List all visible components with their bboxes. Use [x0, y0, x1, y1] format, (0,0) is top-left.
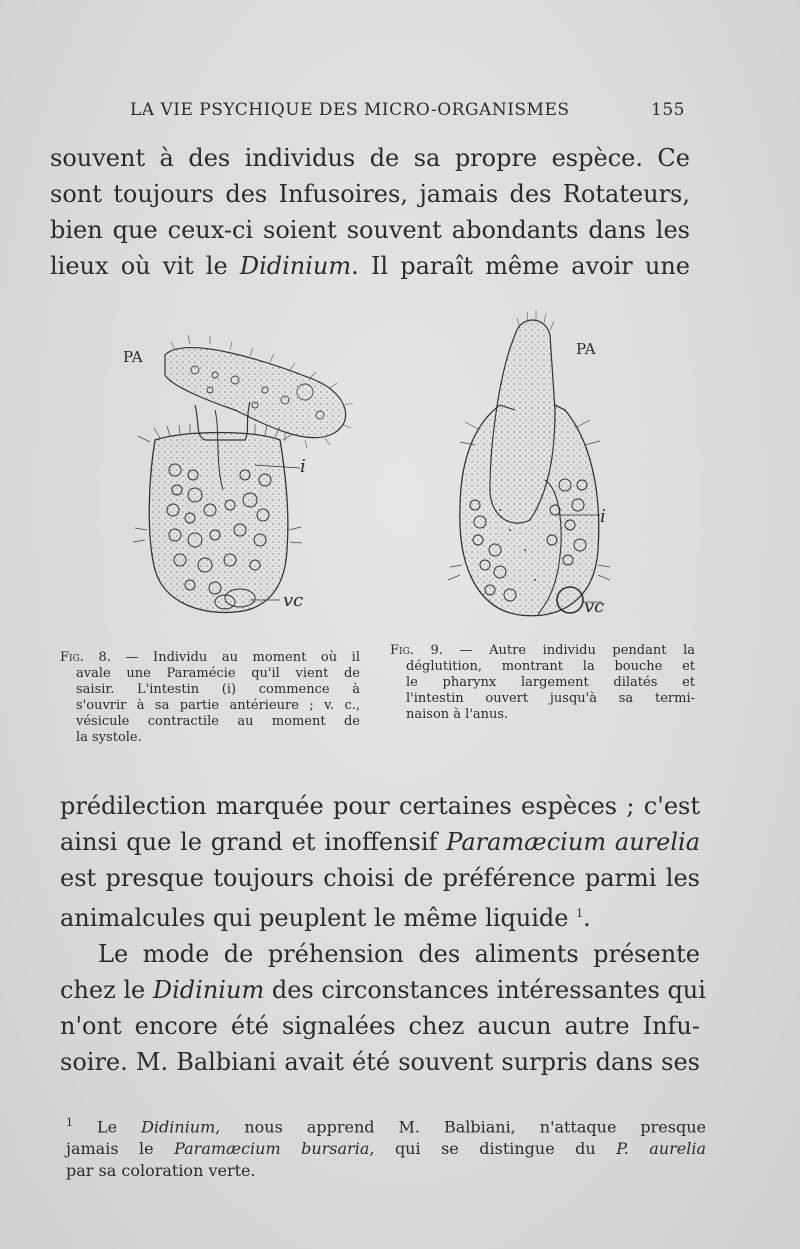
figure-9-illustration — [440, 310, 640, 630]
italic-run: Didinium — [152, 976, 265, 1004]
paragraph-1 — [50, 140, 690, 284]
caption-line: naison à l'anus. — [406, 707, 509, 722]
text-run: . — [583, 904, 591, 932]
footnote — [66, 1112, 706, 1182]
label-i: i — [600, 506, 606, 527]
text-line: est presque toujours choisi de préférence parmi les — [60, 864, 700, 892]
figure-8-illustration — [115, 330, 360, 630]
text-run: , qui se distingue du — [369, 1139, 617, 1159]
text-run: , nous apprend M. Balbiani, n'attaque presque — [215, 1117, 706, 1137]
footnote-ref[interactable]: 1 — [576, 907, 584, 920]
text-run: chez le — [60, 976, 153, 1004]
caption-lead: Fig. 9. — [390, 643, 443, 658]
label-pa: PA — [576, 340, 596, 358]
running-title: LA VIE PSYCHIQUE DES MICRO-ORGANISMES — [130, 100, 570, 120]
italic-run: P. aurelia — [616, 1139, 707, 1159]
text-line — [50, 248, 690, 284]
italic-run: Didinium — [141, 1117, 216, 1137]
label-i: i — [300, 456, 306, 477]
caption-lead: Fig. 8. — [60, 650, 111, 665]
footnote-line — [66, 1138, 706, 1160]
label-vc: vc — [584, 596, 605, 617]
caption-line: saisir. L'intestin (i) commence à — [76, 682, 360, 697]
text-run: jamais le — [66, 1139, 175, 1159]
text-run: . Il paraît même avoir une — [351, 252, 690, 280]
text-line: soire. M. Balbiani avait été souvent surpris dans ses — [60, 1048, 700, 1076]
page-number: 155 — [651, 100, 685, 120]
italic-run: Paramæcium bursaria — [174, 1139, 370, 1159]
text-line — [60, 972, 706, 1008]
text-line: bien que ceux-ci soient souvent abondants dans les — [50, 216, 690, 244]
text-line: souvent à des individus de sa propre espèce. Ce — [50, 144, 690, 172]
text-line: Le mode de préhension des aliments présente — [98, 940, 700, 968]
text-line: n'ont encore été signalées chez aucun autre Infu- — [60, 1012, 700, 1040]
text-line: prédilection marquée pour certaines espèces ; c'est — [60, 792, 700, 820]
footnote-line — [66, 1112, 706, 1138]
italic-run: Paramæcium aurelia — [446, 828, 700, 856]
text-run: lieux où vit le — [50, 252, 240, 280]
caption-line — [390, 643, 695, 659]
italic-run: Didinium — [239, 252, 352, 280]
label-pa: PA — [123, 348, 143, 366]
running-header — [130, 100, 685, 120]
text-run: ainsi que le grand et inoffensif — [60, 828, 447, 856]
footnote-marker: 1 — [66, 1116, 73, 1129]
didinium-swallowing-illustration — [115, 330, 360, 630]
text-line — [60, 824, 700, 860]
caption-line: le pharynx largement dilatés et — [406, 675, 695, 690]
text-run: Le — [73, 1117, 142, 1137]
text-run: des circonstances intéressantes qui — [264, 976, 706, 1004]
figure-9-caption — [390, 643, 695, 723]
caption-text: — Autre individu pendant la — [442, 643, 695, 658]
caption-line: l'intestin ouvert jusqu'à sa termi- — [406, 691, 695, 706]
caption-line: vésicule contractile au moment de — [76, 714, 360, 729]
footnote-line: par sa coloration verte. — [66, 1161, 256, 1181]
caption-line: la systole. — [76, 730, 142, 745]
didinium-deglutition-illustration — [440, 310, 640, 630]
text-line: sont toujours des Infusoires, jamais des Rotateurs, — [50, 180, 690, 208]
paragraph-2 — [60, 788, 706, 1080]
text-run: animalcules qui peuplent le même liquide — [60, 904, 569, 932]
figure-8-caption — [60, 650, 360, 746]
label-vc: vc — [283, 590, 304, 611]
text-line — [60, 896, 700, 936]
caption-line — [60, 650, 360, 666]
caption-text: — Individu au moment où il — [110, 650, 360, 665]
caption-line: s'ouvrir à sa partie antérieure ; v. c., — [76, 698, 360, 713]
caption-line: déglutition, montrant la bouche et — [406, 659, 695, 674]
caption-line: avale une Paramécie qu'il vient de — [76, 666, 360, 681]
